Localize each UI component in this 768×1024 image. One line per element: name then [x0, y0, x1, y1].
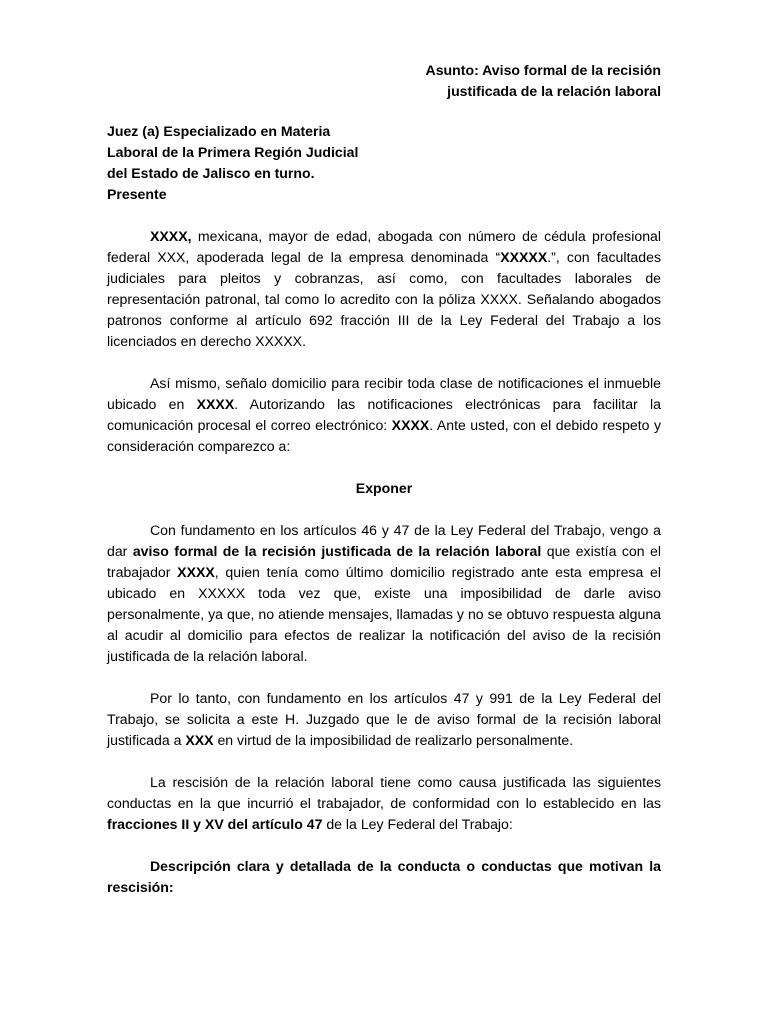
representative-name: XXXX,	[150, 228, 192, 244]
domicile-text-3: . Ante usted, con el debido respeto y consideración comparezco a:	[107, 417, 661, 454]
domicile-address: XXXX	[196, 396, 235, 412]
intro-text-2: .”, con facultades judiciales para pleitos y cobranzas, así como, con facultades laborales de representación patronal, tal como lo acredito con la póliza XXXX. Señalando abogados patronos conforme al artículo 692 fracción III de la Ley Federal del Trabajo a los licenciados en derecho XXXXX.	[107, 249, 661, 349]
addressee-line-2: Laboral de la Primera Región Judicial	[107, 144, 359, 160]
notice-text-1: Con fundamento en los artículos 46 y 47 de la Ley Federal del Trabajo, vengo a dar	[107, 522, 661, 559]
paragraph-introduction	[107, 226, 661, 352]
conduct-description-heading: Descripción clara y detallada de la conducta o conductas que motivan la rescisión:	[107, 858, 661, 895]
paragraph-cause	[107, 772, 661, 835]
request-worker-name: XXX	[185, 732, 214, 748]
notice-emphasis: aviso formal de la recisión justificada de la relación laboral	[132, 543, 542, 559]
domicile-email: XXXX	[391, 417, 430, 433]
subject-line-1: Asunto: Aviso formal de la recisión	[425, 62, 661, 78]
notice-text-2: que existía con el trabajador	[107, 543, 661, 580]
addressee-line-4: Presente	[107, 186, 167, 202]
cause-text-2: de la Ley Federal del Trabajo:	[322, 816, 513, 832]
paragraph-domicile	[107, 373, 661, 457]
notice-text-3: , quien tenía como último domicilio registrado ante esta empresa el ubicado en XXXXX toda vez que, existe una imposibilidad de darle aviso personalmente, ya que, no atiende mensajes, llamadas y no se obtuvo respuesta alguna al acudir al domicilio para efectos de realizar la notificación del aviso de la recisión justificada de la relación laboral.	[107, 564, 661, 664]
cause-legal-reference: fracciones II y XV del artículo 47	[107, 816, 323, 832]
domicile-text-2: . Autorizando las notificaciones electrónicas para facilitar la comunicación procesal el correo electrónico:	[107, 396, 661, 433]
paragraph-request	[107, 688, 661, 751]
addressee-block	[107, 121, 661, 205]
addressee-line-3: del Estado de Jalisco en turno.	[107, 165, 315, 181]
worker-name: XXXX	[177, 564, 215, 580]
cause-text-1: La rescisión de la relación laboral tiene como causa justificada las siguientes conductas en la que incurrió el trabajador, de conformidad con lo establecido en las	[107, 774, 661, 811]
request-text-2: en virtud de la imposibilidad de realizarlo personalmente.	[213, 732, 574, 748]
section-heading: Exponer	[355, 480, 413, 496]
company-name: XXXXX	[500, 249, 548, 265]
domicile-text-1: Así mismo, señalo domicilio para recibir toda clase de notificaciones el inmueble ubicado en	[107, 375, 661, 412]
subject-block	[107, 60, 661, 102]
request-text-1: Por lo tanto, con fundamento en los artículos 47 y 991 de la Ley Federal del Trabajo, se solicita a este H. Juzgado que le de aviso formal de la recisión laboral justificada a	[107, 690, 661, 748]
intro-text-1: mexicana, mayor de edad, abogada con número de cédula profesional federal XXX, apoderada legal de la empresa denominada “	[107, 228, 661, 265]
document-page	[107, 60, 661, 898]
subject-line-2: justificada de la relación laboral	[447, 83, 661, 99]
paragraph-notice	[107, 520, 661, 667]
addressee-line-1: Juez (a) Especializado en Materia	[107, 123, 331, 139]
